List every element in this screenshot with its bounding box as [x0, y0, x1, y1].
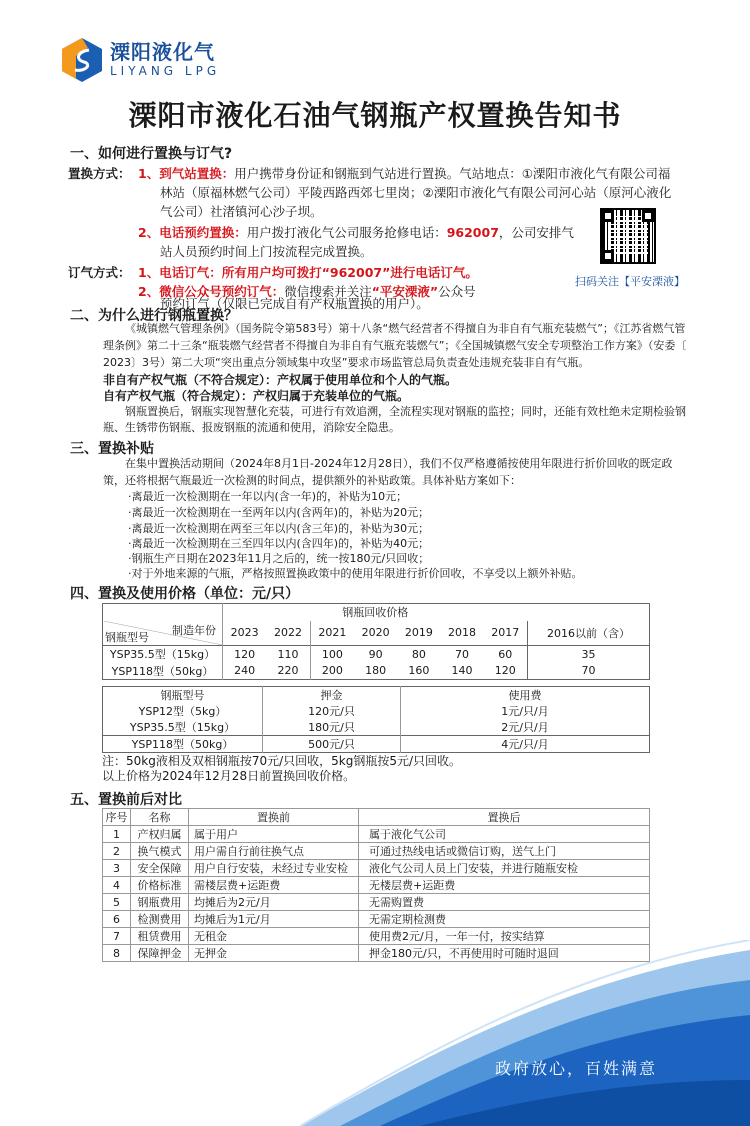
name-cell: 检测费用: [131, 911, 189, 928]
model-cell: YSP118型（50kg）: [103, 663, 223, 680]
before-cell: 属于用户: [189, 826, 359, 843]
year-header: 2016以前（含）: [547, 626, 630, 640]
index-cell: 5: [103, 894, 131, 911]
after-cell: 无楼层费+运距费: [359, 877, 650, 894]
table-row: [103, 703, 650, 719]
before-cell: 需楼层费+运距费: [189, 877, 359, 894]
recycle-price-table: [102, 603, 650, 680]
slogan: 政府放心，百姓满意: [495, 1059, 658, 1078]
price-cell: 120: [484, 663, 528, 680]
section-4-heading: 四、置换及使用价格（单位：元/只）: [70, 586, 300, 602]
year-header: 2023: [230, 626, 259, 640]
qr-caption: 扫码关注【平安溧液】: [575, 275, 685, 288]
logo-en: LIYANG LPG: [110, 64, 221, 78]
price-cell: 200: [321, 664, 343, 678]
section-1-heading: 一、如何进行置换与订气?: [70, 146, 233, 162]
price-cell: 100: [321, 647, 343, 661]
price-cell: 220: [266, 663, 310, 680]
column-header: 置换前: [189, 809, 359, 826]
after-cell: 无需定期检测费: [359, 911, 650, 928]
paragraph-line: 2023〕3号）第二大项“突出重点分领域集中攻坚”要求市场监管总局负责查处违规充装非自有气瓶。: [103, 356, 590, 369]
deposit-fee-table: [102, 686, 650, 753]
table-row: [103, 911, 650, 928]
table-row: [103, 719, 650, 736]
fee-cell: 4元/只/月: [501, 738, 549, 751]
year-header: 2021: [318, 626, 347, 640]
name-cell: 安全保障: [131, 860, 189, 877]
table-row: [103, 843, 650, 860]
wechat-qr-code[interactable]: [600, 208, 656, 264]
deposit-cell: 120元/只: [263, 703, 401, 719]
price-cell: 70: [455, 647, 469, 661]
paragraph-line: 理条例》第二十三条“瓶装燃气经营者不得擅自为非自有气瓶充装燃气”；《全国城镇燃气安全专项整治工作方案》（安委〔: [103, 339, 687, 352]
option-text: 用户携带身份证和钢瓶到气站进行置换。气站地点：①溧阳市液化气有限公司福: [234, 166, 671, 181]
table-row: [103, 860, 650, 877]
definition-non-owned: 非自有产权气瓶（不符合规定）：产权属于使用单位和个人的气瓶。: [103, 373, 458, 387]
paragraph-line: 钢瓶置换后，钢瓶实现智慧化充装，可进行有效追溯，全流程实现对钢瓶的监控；同时，还能有效杜绝未定期检验钢: [125, 405, 686, 418]
logo-mark-icon: [62, 38, 102, 82]
column-header: 使用费: [508, 689, 542, 702]
before-cell: 用户自行安装，未经过专业安检: [189, 860, 359, 877]
name-cell: 换气模式: [131, 843, 189, 860]
company-logo: [62, 38, 220, 82]
section-3-heading: 三、置换补贴: [70, 441, 154, 457]
index-cell: 7: [103, 928, 131, 945]
fee-cell: 1元/只/月: [501, 705, 549, 718]
after-cell: 使用费2元/月，一年一付，按实结算: [359, 928, 650, 945]
index-cell: 8: [103, 945, 131, 962]
model-cell: YSP35.5型（15kg）: [103, 646, 223, 663]
price-cell: 180: [365, 664, 387, 678]
year-header: 2019: [404, 626, 433, 640]
fee-cell: 2元/只/月: [501, 721, 549, 734]
deposit-cell: 500元/只: [263, 736, 401, 753]
name-cell: 钢瓶费用: [131, 894, 189, 911]
subsidy-item: ·离最近一次检测期在一至两年以内(含两年)的，补贴为20元；: [128, 506, 430, 519]
table-row: [103, 646, 650, 663]
index-cell: 2: [103, 843, 131, 860]
after-cell: 可通过热线电话或微信订购，送气上门: [359, 843, 650, 860]
table-row: [103, 894, 650, 911]
column-header: 钢瓶型号: [103, 687, 263, 704]
option-title: 2、电话预约置换：: [138, 225, 247, 240]
table-row: [103, 826, 650, 843]
option-title: 1、到气站置换：: [138, 166, 235, 181]
table-row: [103, 736, 650, 753]
logo-cn: 溧阳液化气: [110, 40, 215, 64]
index-cell: 6: [103, 911, 131, 928]
subsidy-item: ·钢瓶生产日期在2023年11月之后的，统一按180元/只回收；: [128, 552, 430, 565]
option-text: 预约订气（仅限已完成自有产权瓶置换的用户）。: [160, 296, 429, 311]
year-axis-label: 制造年份: [172, 623, 216, 637]
before-cell: 用户需自行前往换气点: [189, 843, 359, 860]
subsidy-item: ·离最近一次检测期在三至四年以内(含四年)的，补贴为40元；: [128, 537, 430, 550]
after-cell: 押金180元/只，不再使用时可随时退回: [359, 945, 650, 962]
option-title: 2、微信公众号预约订气：: [138, 284, 285, 299]
year-header: 2017: [484, 621, 528, 646]
after-cell: 无需购置费: [359, 894, 650, 911]
paragraph-line: 策，还将根据气瓶最近一次检测的时间点，提供额外的补贴政策。具体补贴方案如下：: [103, 474, 521, 487]
section-2-heading: 二、为什么进行钢瓶置换？: [70, 308, 238, 324]
subsidy-item: ·对于外地来源的气瓶，严格按照置换政策中的使用年限进行折价回收，不享受以上额外补贴。: [128, 567, 583, 580]
replace-option-1: [138, 165, 670, 183]
before-cell: 均摊后为2元/月: [189, 894, 359, 911]
paragraph-line: 瓶、生锈带伤钢瓶、报废钢瓶的流通和使用，消除安全隐患。: [103, 421, 400, 434]
index-cell: 4: [103, 877, 131, 894]
table-row: [103, 663, 650, 680]
index-cell: 1: [103, 826, 131, 843]
price-note: 注：50kg液相及双相钢瓶按70元/只回收，5kg钢瓶按5元/只回收。: [102, 754, 462, 768]
price-cell: 140: [451, 664, 473, 678]
price-cell: 70: [581, 664, 596, 678]
before-cell: 无租金: [189, 928, 359, 945]
section-5-heading: 五、置换前后对比: [70, 792, 182, 808]
price-cell: 110: [266, 646, 310, 663]
before-cell: 均摊后为1元/月: [189, 911, 359, 928]
table-caption: 钢瓶回收价格: [342, 606, 409, 620]
name-cell: 产权归属: [131, 826, 189, 843]
price-cell: 60: [484, 646, 528, 663]
subsidy-item: ·离最近一次检测期在两至三年以内(含三年)的，补贴为30元；: [128, 522, 430, 535]
option-text: 林站（原福林燃气公司）平陵西路西郊七里岗；②溧阳市液化气有限公司河心站（原河心液化: [160, 185, 672, 200]
model-cell: YSP35.5型（15kg）: [103, 719, 263, 736]
service-phone: 962007: [446, 225, 499, 240]
table-row: [103, 877, 650, 894]
option-text: 用户拨打液化气公司服务抢修电话：: [246, 225, 447, 240]
price-cell: 35: [581, 647, 596, 661]
column-header: 押金: [263, 687, 401, 704]
year-header: 2020: [361, 626, 390, 640]
model-cell: YSP118型（50kg）: [103, 736, 263, 753]
model-cell: YSP12型（5kg）: [103, 703, 263, 719]
price-cell: 80: [411, 647, 426, 661]
option-text: ，公司安排气: [498, 225, 574, 240]
column-header: 置换后: [359, 809, 650, 826]
replace-option-2: [138, 224, 574, 242]
option-text: 公众号: [438, 284, 476, 299]
corner-header: [103, 621, 223, 646]
column-header: 序号: [103, 809, 131, 826]
wechat-account: “平安溧液”: [371, 284, 439, 299]
option-text: 微信搜索并关注: [284, 284, 372, 299]
order-label: 订气方式：: [68, 265, 131, 280]
after-cell: 液化气公司人员上门安装，并进行随瓶安检: [359, 860, 650, 877]
price-note: 以上价格为2024年12月28日前置换回收价格。: [102, 769, 356, 783]
subsidy-item: ·离最近一次检测期在一年以内(含一年)的，补贴为10元；: [128, 490, 408, 503]
column-header: 名称: [131, 809, 189, 826]
definition-owned: 自有产权气瓶（符合规定）：产权归属于充装单位的气瓶。: [103, 389, 410, 403]
option-text: 站人员预约时间上门按流程完成置换。: [160, 244, 373, 259]
name-cell: 价格标准: [131, 877, 189, 894]
before-cell: 无押金: [189, 945, 359, 962]
price-cell: 160: [408, 664, 430, 678]
comparison-table: [102, 808, 650, 962]
index-cell: 3: [103, 860, 131, 877]
bottom-wave-decoration: [0, 940, 750, 1126]
paragraph-line: 《城镇燃气管理条例》（国务院令第583号）第十八条“燃气经营者不得擅自为非自有气瓶充装燃气”；《江苏省燃气管: [125, 322, 686, 335]
order-option-1: 1、电话订气：所有用户均可拨打“962007”进行电话订气。: [138, 265, 478, 280]
model-axis-label: 钢瓶型号: [105, 631, 149, 644]
replace-label: 置换方式：: [68, 166, 131, 181]
name-cell: 保障押金: [131, 945, 189, 962]
year-header: 2022: [266, 621, 310, 646]
name-cell: 租赁费用: [131, 928, 189, 945]
price-cell: 90: [368, 647, 383, 661]
price-cell: 240: [234, 664, 256, 678]
year-header: 2018: [448, 626, 476, 640]
paragraph-line: 在集中置换活动期间（2024年8月1日-2024年12月28日），我们不仅严格遵循按使用年限进行折价回收的既定政: [125, 457, 673, 470]
deposit-cell: 180元/只: [263, 719, 401, 736]
price-cell: 120: [234, 647, 256, 661]
after-cell: 属于液化气公司: [359, 826, 650, 843]
option-text: 气公司）社渚镇河心沙子坝。: [160, 204, 323, 219]
page-title: 溧阳市液化石油气钢瓶产权置换告知书: [128, 99, 622, 132]
